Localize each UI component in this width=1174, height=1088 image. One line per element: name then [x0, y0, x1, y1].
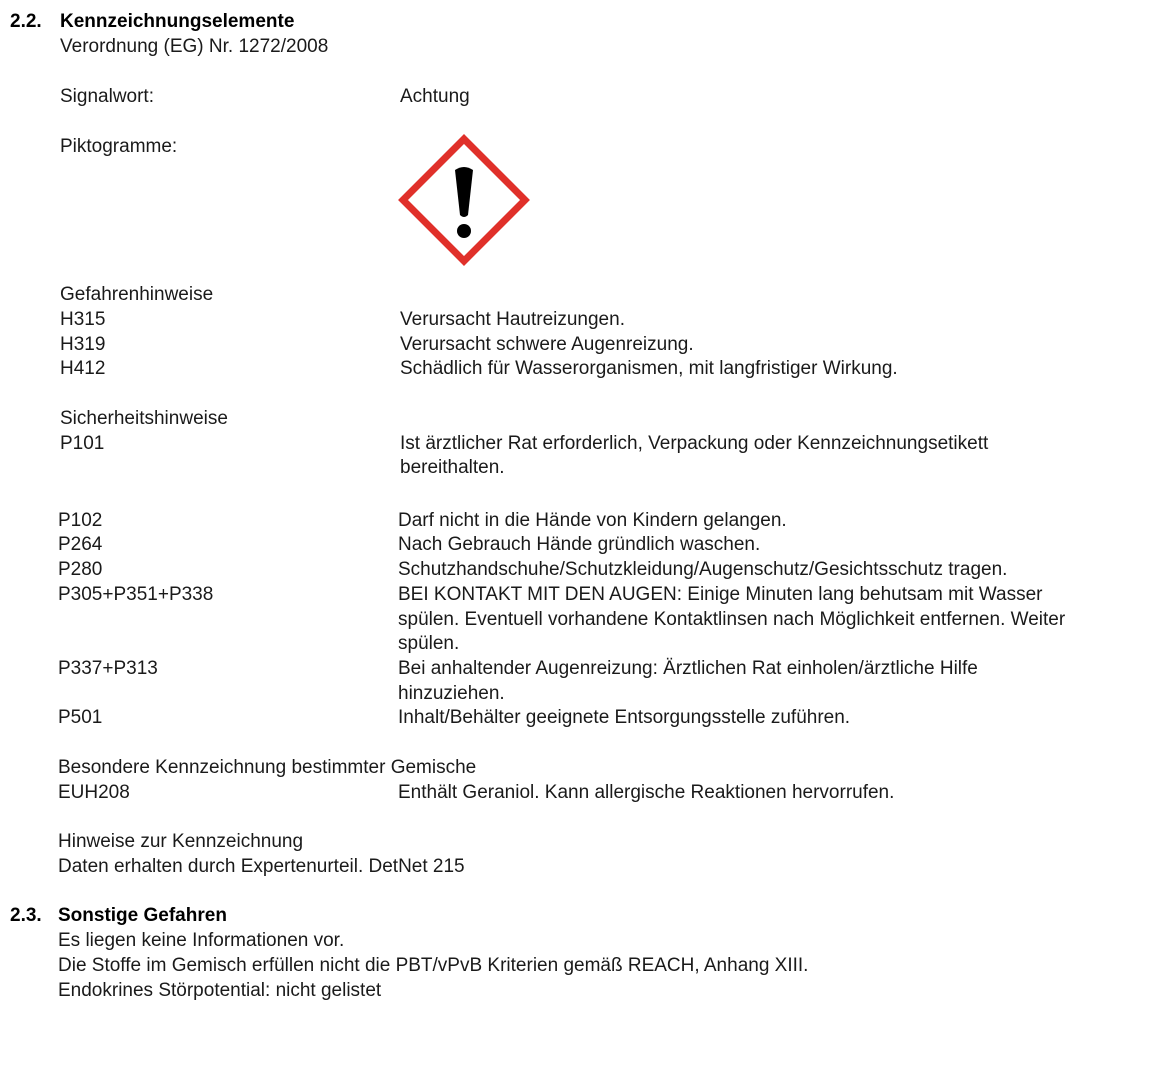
special-code: EUH208 [58, 782, 130, 803]
precaution-text-line: Inhalt/Behälter geeignete Entsorgungsstelle zuführen. [398, 707, 851, 728]
special-heading: Besondere Kennzeichnung bestimmter Gemische [58, 757, 477, 778]
precaution-code: P305+P351+P338 [58, 584, 214, 605]
precaution-code: P101 [60, 433, 105, 454]
precaution-text-line: Schutzhandschuhe/Schutzkleidung/Augenschutz/Gesichtsschutz tragen. [398, 559, 1008, 580]
precaution-code: P102 [58, 510, 103, 531]
hazard-text: Schädlich für Wasserorganismen, mit langfristiger Wirkung. [400, 358, 898, 379]
precaution-text-line: BEI KONTAKT MIT DEN AUGEN: Einige Minuten lang behutsam mit Wasser [398, 584, 1043, 605]
hazard-code: H412 [60, 358, 106, 379]
section-title: Sonstige Gefahren [58, 905, 227, 926]
precaution-code: P280 [58, 559, 103, 580]
precaution-text-line: spülen. Eventuell vorhandene Kontaktlinsen nach Möglichkeit entfernen. Weiter [398, 609, 1066, 630]
precaution-text-line: Nach Gebrauch Hände gründlich waschen. [398, 534, 761, 555]
precaution-text-line: hinzuziehen. [398, 683, 505, 704]
section-title: Kennzeichnungselemente [60, 11, 295, 32]
regulation-text: Verordnung (EG) Nr. 1272/2008 [60, 36, 329, 57]
precaution-heading: Sicherheitshinweise [60, 408, 228, 429]
precaution-text-line: Ist ärztlicher Rat erforderlich, Verpackung oder Kennzeichnungsetikett [400, 433, 989, 454]
pictograms-label: Piktogramme: [60, 136, 178, 157]
hazard-code: H315 [60, 309, 106, 330]
notes-heading: Hinweise zur Kennzeichnung [58, 831, 304, 852]
notes-text: Daten erhalten durch Expertenurteil. DetNet 215 [58, 856, 465, 877]
section-number: 2.2. [10, 11, 42, 32]
hazard-text: Verursacht Hautreizungen. [400, 309, 625, 330]
other-hazards-line: Es liegen keine Informationen vor. [58, 930, 345, 951]
hazard-code: H319 [60, 334, 106, 355]
hazard-heading: Gefahrenhinweise [60, 284, 214, 305]
hazard-text: Verursacht schwere Augenreizung. [400, 334, 694, 355]
special-text: Enthält Geraniol. Kann allergische Reaktionen hervorrufen. [398, 782, 895, 803]
exclamation-mark-hazard-icon [397, 133, 531, 267]
precaution-code: P264 [58, 534, 103, 555]
precaution-text-line: Bei anhaltender Augenreizung: Ärztlichen Rat einholen/ärztliche Hilfe [398, 658, 978, 679]
precaution-text-line: Darf nicht in die Hände von Kindern gelangen. [398, 510, 787, 531]
precaution-text-line: bereithalten. [400, 457, 505, 478]
signal-word-value: Achtung [400, 86, 470, 107]
precaution-text-line: spülen. [398, 633, 460, 654]
other-hazards-line: Die Stoffe im Gemisch erfüllen nicht die PBT/vPvB Kriterien gemäß REACH, Anhang XIII. [58, 955, 809, 976]
precaution-code: P337+P313 [58, 658, 158, 679]
precaution-code: P501 [58, 707, 103, 728]
signal-word-label: Signalwort: [60, 86, 154, 107]
other-hazards-line: Endokrines Störpotential: nicht gelistet [58, 980, 382, 1001]
section-number: 2.3. [10, 905, 42, 926]
